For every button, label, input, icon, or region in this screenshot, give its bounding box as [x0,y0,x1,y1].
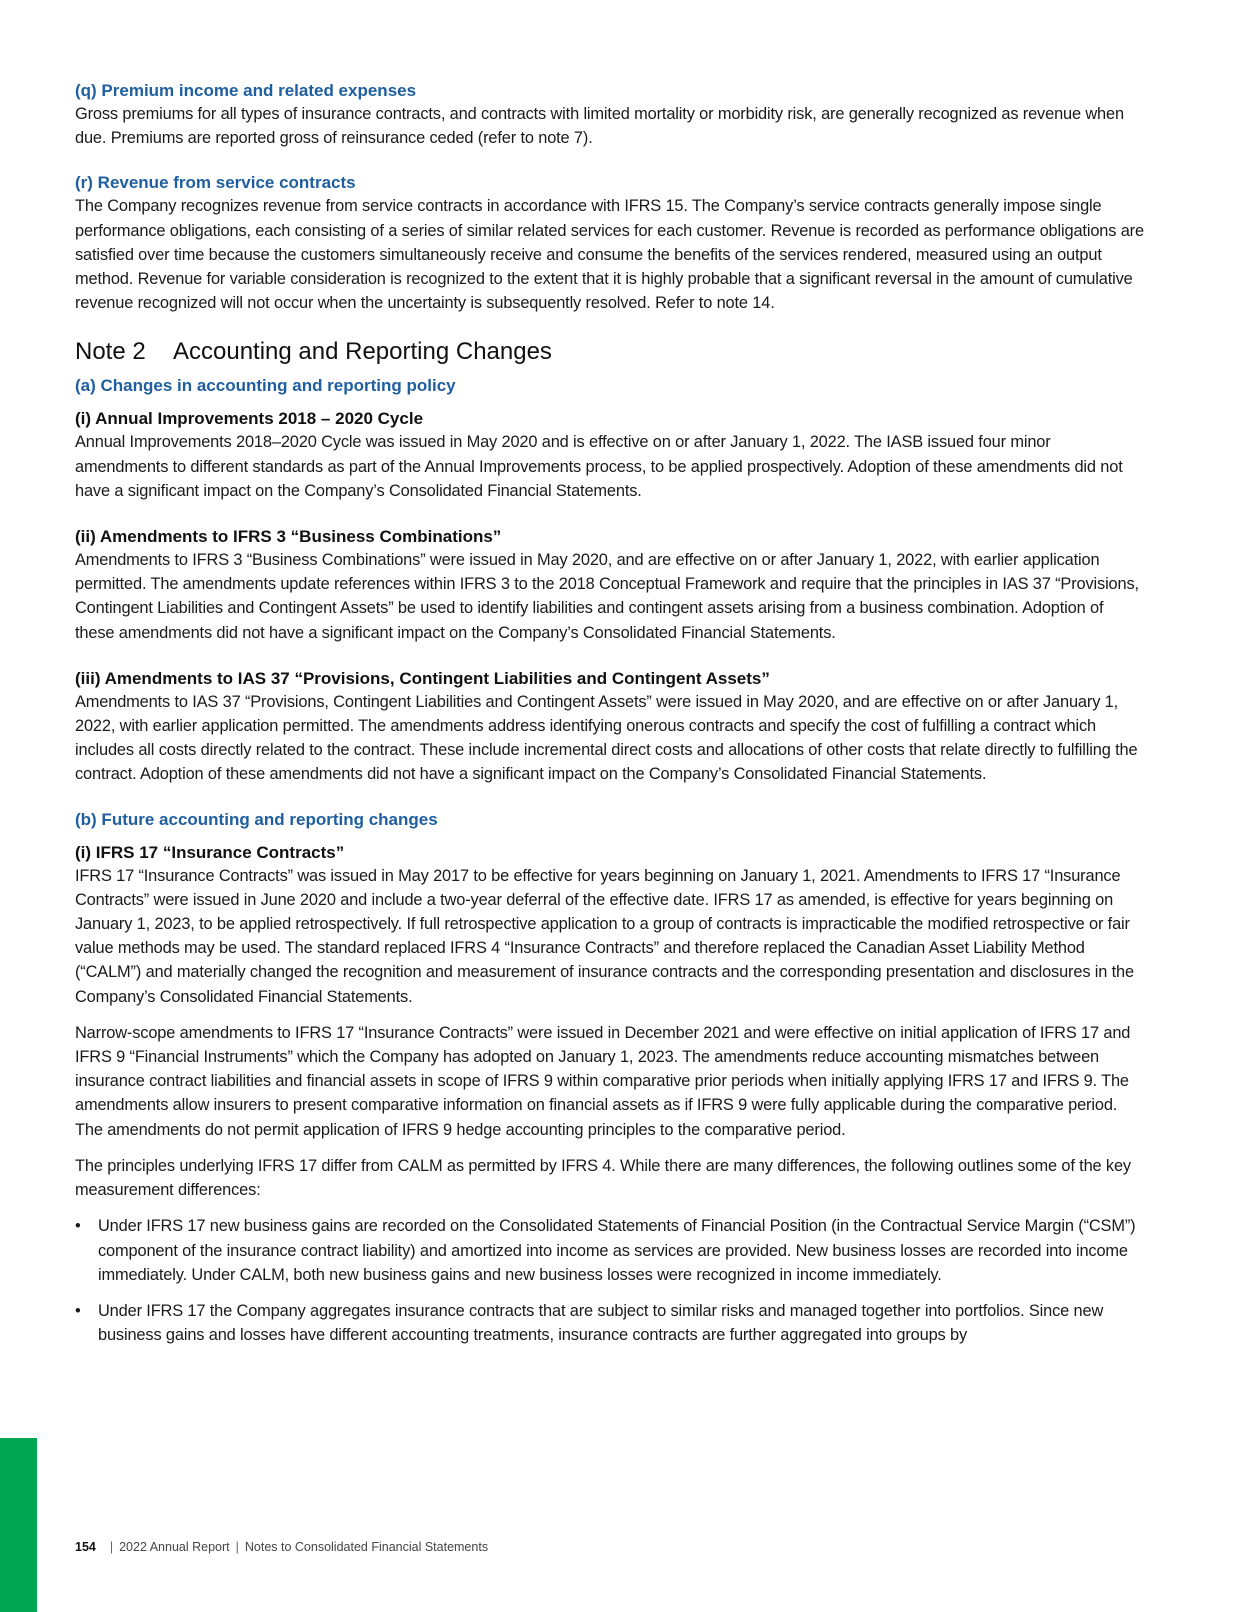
bullet-icon: • [75,1217,81,1236]
item-ifrs17 [75,841,1145,1348]
item-title: (iii) Amendments to IAS 37 “Provisions, Contingent Liabilities and Contingent Assets” [75,668,770,688]
footer-report-name: 2022 Annual Report [119,1540,230,1554]
note-title [75,337,1145,367]
section-heading: (q) Premium income and related expenses [75,81,417,100]
item-annual-improvements [75,407,1145,503]
bullet-list [75,1214,1145,1347]
item-ifrs3-amendments [75,525,1145,645]
subsection-heading-a: (a) Changes in accounting and reporting policy [75,376,456,396]
item-paragraph: Amendments to IFRS 3 “Business Combinations” were issued in May 2020, and are effective on or after January 1, 2022, with earlier application permitted. The amendments update references within IFRS 3 to the 2018 Conceptual Framework and require that the principles in IAS 37 “Provisions, Contingent Liabilities and Contingent Assets” be used to identify liabilities and contingent assets arising from a business combination. Adoption of these amendments did not have a significant impact on the Company’s Consolidated Financial Statements. [75,551,1139,642]
section-paragraph: Gross premiums for all types of insurance contracts, and contracts with limited mortality or morbidity risk, are generally recognized as revenue when due. Premiums are reported gross of reinsurance ceded (refer to note 7). [75,105,1124,148]
list-item-text: Under IFRS 17 new business gains are recorded on the Consolidated Statements of Financial Position (in the Contractual Service Margin (“CSM”) component of the insurance contract liability) and amortized into income as services are provided. New business losses are recorded into income immediately. Under CALM, both new business gains and new business losses were recognized in income immediately. [98,1217,1136,1284]
item-paragraph: Narrow-scope amendments to IFRS 17 “Insurance Contracts” were issued in December 2021 and were effective on initial application of IFRS 17 and IFRS 9 “Financial Instruments” which the Company has adopted on January 1, 2023. The amendments reduce accounting mismatches between insurance contract liabilities and financial assets in scope of IFRS 9 within comparative prior periods when initially applying IFRS 17 and IFRS 9. The amendments allow insurers to present comparative information on financial assets as if IFRS 9 were fully applicable during the comparative period. The amendments do not permit application of IFRS 9 hedge accounting principles to the comparative period. [75,1023,1131,1139]
list-item [75,1214,1145,1287]
item-title: (ii) Amendments to IFRS 3 “Business Combinations” [75,527,502,547]
list-item-text: Under IFRS 17 the Company aggregates insurance contracts that are subject to similar risks and managed together into portfolios. Since new business gains and losses have different accounting treatments, insurance contracts are further aggregated into groups by [98,1301,1104,1345]
note-number: Note 2 [75,338,146,366]
section-premium-income [75,80,1145,150]
footer-separator: | [109,1540,114,1554]
footer-section-name: Notes to Consolidated Financial Statements [244,1540,489,1554]
item-ias37-amendments [75,667,1145,787]
green-accent-bar [0,1438,37,1612]
page-footer [75,1540,488,1554]
list-item [75,1299,1145,1347]
item-paragraph: The principles underlying IFRS 17 differ from CALM as permitted by IFRS 4. While there are many differences, the following outlines some of the key measurement differences: [75,1156,1131,1200]
item-title: (i) IFRS 17 “Insurance Contracts” [75,842,345,862]
item-title: (i) Annual Improvements 2018 – 2020 Cycle [75,409,424,429]
footer-separator: | [235,1540,239,1554]
item-paragraph: Annual Improvements 2018–2020 Cycle was issued in May 2020 and is effective on or after January 1, 2022. The IASB issued four minor amendments to different standards as part of the Annual Improvements process, to be applied prospectively. Adoption of these amendments did not have a significant impact on the Company’s Consolidated Financial Statements. [75,433,1123,500]
item-paragraph: Amendments to IAS 37 “Provisions, Contingent Liabilities and Contingent Assets” were issued in May 2020, and are effective on or after January 1, 2022, with earlier application permitted. The amendments address identifying onerous contracts and specify the cost of fulfilling a contract which includes all costs directly related to the contract. These include incremental direct costs and allocations of other costs that relate directly to fulfilling the contract. Adoption of these amendments did not have a significant impact on the Company’s Consolidated Financial Statements. [75,692,1138,784]
bullet-icon: • [75,1301,81,1320]
note-title-text: Accounting and Reporting Changes [173,338,552,366]
section-heading: (r) Revenue from service contracts [75,173,356,193]
page-number: 154 [75,1540,96,1554]
item-paragraph: IFRS 17 “Insurance Contracts” was issued in May 2017 to be effective for years beginning on January 1, 2021. Amendments to IFRS 17 “Insurance Contracts” were issued in June 2020 and include a two-year deferral of the effective date. IFRS 17 as amended, is effective for years beginning on January 1, 2023, to be applied retrospectively. If full retrospective application to a group of contracts is impracticable the modified retrospective or fair value methods may be used. The standard replaced IFRS 4 “Insurance Contracts” and therefore replaced the Canadian Asset Liability Method (“CALM”) and materially changed the recognition and measurement of insurance contracts and the corresponding presentation and disclosures in the Company’s Consolidated Financial Statements. [75,866,1134,1006]
document-body [75,80,1145,1359]
subsection-heading-b: (b) Future accounting and reporting changes [75,809,438,829]
section-service-revenue [75,172,1145,315]
section-paragraph: The Company recognizes revenue from service contracts in accordance with IFRS 15. The Company’s service contracts generally impose single performance obligations, each consisting of a series of similar related services for each customer. Revenue is recorded as performance obligations are satisfied over time because the customers simultaneously receive and consume the benefits of the services rendered, measured using an output method. Revenue for variable consideration is recognized to the extent that it is highly probable that a significant reversal in the amount of cumulative revenue recognized will not occur when the uncertainty is subsequently resolved. Refer to note 14. [75,197,1144,313]
